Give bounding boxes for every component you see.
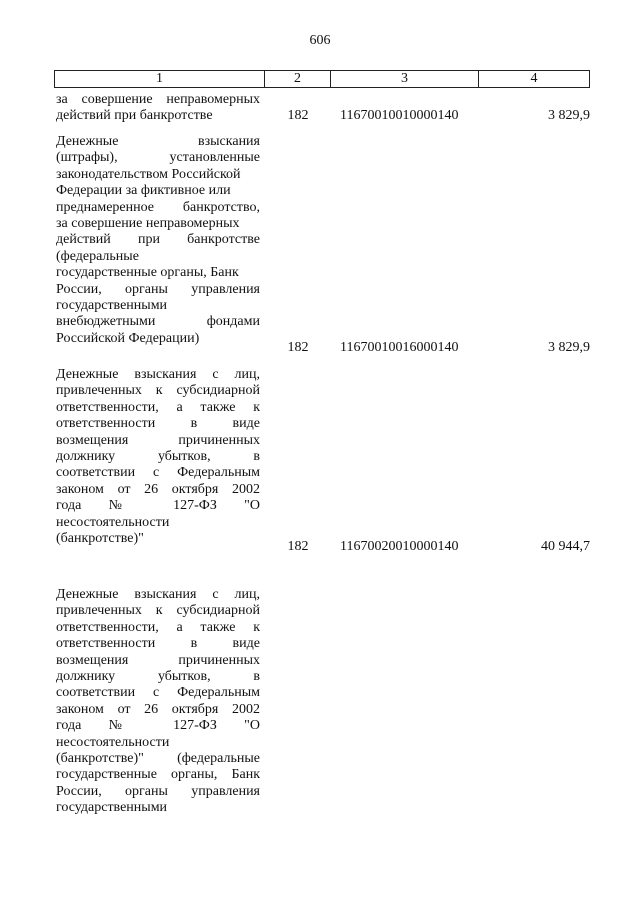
- description-line: законом от 26 октября 2002: [56, 701, 260, 717]
- row-description: [56, 367, 260, 547]
- description-line: возмещения причиненных: [56, 432, 260, 448]
- description-line: ответственности в виде: [56, 636, 260, 652]
- row-kbk: 11670010010000140: [340, 108, 459, 123]
- row-amount: 3 829,9: [548, 340, 590, 355]
- description-line: ответственности в виде: [56, 416, 260, 432]
- description-line: действий при банкротстве: [56, 232, 260, 248]
- row-description: [56, 587, 260, 817]
- column-header-4: 4: [530, 71, 538, 86]
- description-line: Российской Федерации): [56, 330, 200, 346]
- description-line: государственными: [56, 298, 168, 314]
- description-line: привлеченных к субсидиарной: [56, 603, 260, 619]
- row-amount: 3 829,9: [548, 108, 590, 123]
- row-code: 182: [287, 340, 309, 355]
- description-line: года № 127-ФЗ "О: [56, 498, 260, 514]
- description-line: привлеченных к субсидиарной: [56, 383, 260, 399]
- description-line: законодательством Российской: [56, 166, 241, 182]
- row-kbk: 11670020010000140: [340, 539, 459, 554]
- description-line: ответственности, а также к: [56, 399, 260, 415]
- description-line: России, органы управления: [56, 281, 260, 297]
- row-kbk: 11670010016000140: [340, 340, 459, 355]
- column-header-3: 3: [331, 71, 479, 87]
- row-code: 182: [287, 539, 309, 554]
- description-line: государственными: [56, 800, 168, 816]
- description-line: (банкротстве)": [56, 531, 144, 547]
- row-amount: 40 944,7: [541, 539, 590, 554]
- page-number: 606: [309, 33, 331, 48]
- description-line: года № 127-ФЗ "О: [56, 718, 260, 734]
- description-line: несостоятельности: [56, 514, 170, 530]
- description-line: государственные органы, Банк: [56, 265, 239, 281]
- description-line: возмещения причиненных: [56, 652, 260, 668]
- row-code: 182: [287, 108, 309, 123]
- column-header-row: [54, 70, 590, 88]
- description-line: (федеральные: [56, 248, 139, 264]
- row-description: [56, 134, 260, 347]
- description-line: (штрафы), установленные: [56, 150, 260, 166]
- row-description: [56, 92, 260, 125]
- description-line: за совершение неправомерных: [56, 216, 240, 232]
- description-line: Денежные взыскания: [56, 134, 260, 149]
- description-line: преднамеренное банкротство,: [56, 199, 260, 215]
- description-line: за совершение неправомерных: [56, 92, 260, 107]
- description-line: должнику убытков, в: [56, 669, 260, 685]
- description-line: должнику убытков, в: [56, 449, 260, 465]
- description-line: ответственности, а также к: [56, 619, 260, 635]
- description-line: законом от 26 октября 2002: [56, 481, 260, 497]
- description-line: несостоятельности: [56, 734, 170, 750]
- description-line: Федерации за фиктивное или: [56, 183, 231, 199]
- description-line: России, органы управления: [56, 783, 260, 799]
- description-line: Денежные взыскания с лиц,: [56, 587, 260, 602]
- description-line: соответствии с Федеральным: [56, 685, 260, 701]
- description-line: (банкротстве)" (федеральные: [56, 751, 260, 767]
- description-line: Денежные взыскания с лиц,: [56, 367, 260, 382]
- column-header-1: 1: [55, 71, 265, 87]
- column-header-2: 2: [265, 71, 331, 87]
- description-line: внебюджетными фондами: [56, 314, 260, 330]
- description-line: государственные органы, Банк: [56, 767, 260, 783]
- description-line: соответствии с Федеральным: [56, 465, 260, 481]
- description-line: действий при банкротстве: [56, 108, 213, 124]
